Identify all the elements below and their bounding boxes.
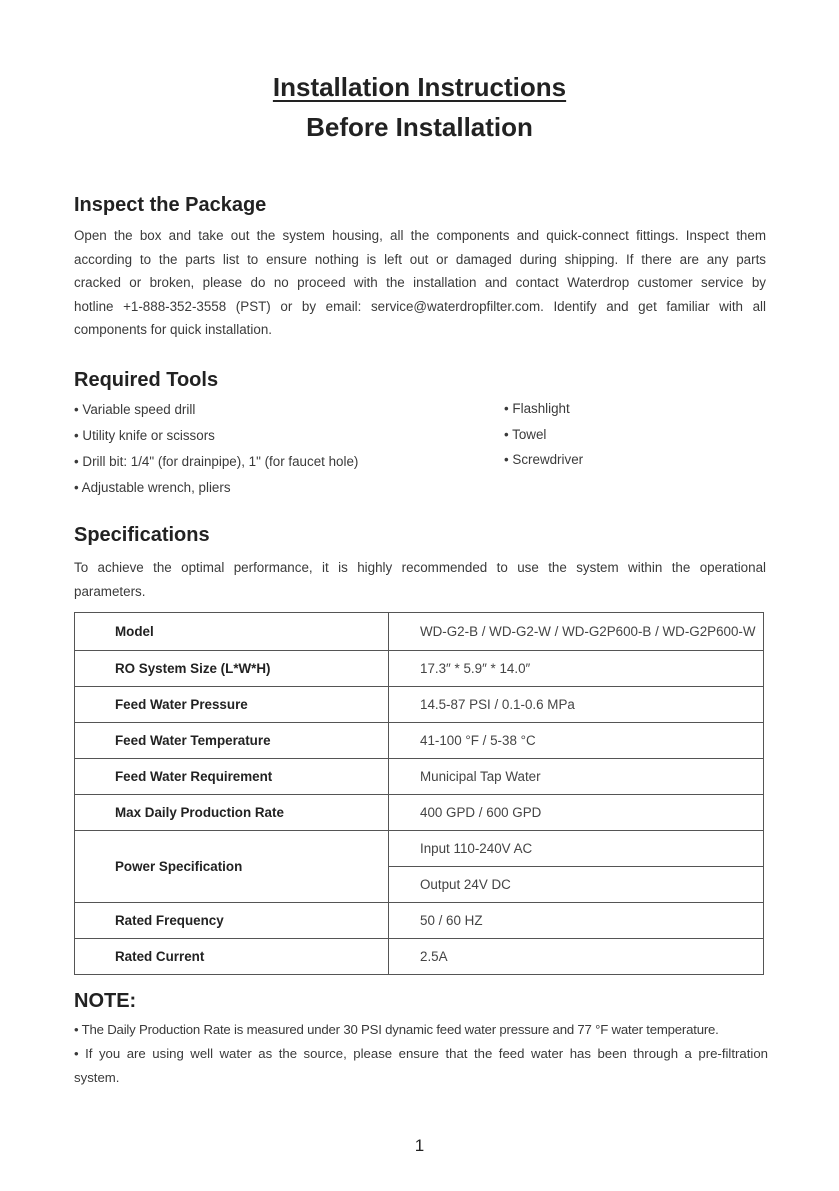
- spec-label: Max Daily Production Rate: [75, 795, 389, 831]
- note-heading: NOTE:: [74, 990, 137, 1012]
- spec-value: WD-G2-B / WD-G2-W / WD-G2P600-B / WD-G2P600-W: [389, 613, 764, 651]
- spec-label: Feed Water Pressure: [75, 687, 389, 723]
- tool-item: • Flashlight: [504, 401, 570, 416]
- tools-heading: Required Tools: [74, 369, 219, 391]
- spec-label: Rated Current: [75, 939, 389, 975]
- tool-item: • Drill bit: 1/4" (for drainpipe), 1" (for faucet hole): [74, 454, 359, 469]
- table-row: [75, 831, 764, 867]
- specs-line: parameters.: [74, 583, 146, 599]
- spec-label: RO System Size (L*W*H): [75, 651, 389, 687]
- spec-label: Rated Frequency: [75, 903, 389, 939]
- spec-value: Output 24V DC: [389, 867, 764, 903]
- table-row: [75, 795, 764, 831]
- spec-label: Feed Water Requirement: [75, 759, 389, 795]
- note-line: • If you are using well water as the source, please ensure that the feed water has been through a pre-filtration: [74, 1046, 768, 1061]
- spec-label: Model: [75, 613, 389, 651]
- page-subtitle: Before Installation: [306, 112, 533, 142]
- inspect-line: cracked or broken, please do no proceed with the installation and contact Waterdrop customer service by: [74, 275, 766, 291]
- inspect-line: hotline +1-888-352-3558 (PST) or by email: service@waterdropfilter.com. Identify and get familiar with all: [74, 298, 766, 314]
- tool-item: • Adjustable wrench, pliers: [74, 480, 231, 495]
- specs-line: To achieve the optimal performance, it is highly recommended to use the system within the operational: [74, 560, 766, 575]
- specs-heading: Specifications: [74, 524, 210, 546]
- spec-value: 2.5A: [389, 939, 764, 975]
- spec-table: [74, 612, 764, 975]
- inspect-line: according to the parts list to ensure nothing is left out or damaged during shipping. If there are any parts: [74, 251, 766, 267]
- inspect-line: Open the box and take out the system housing, all the components and quick-connect fittings. Inspect them: [74, 228, 766, 243]
- spec-value: 50 / 60 HZ: [389, 903, 764, 939]
- tool-item: • Utility knife or scissors: [74, 428, 215, 443]
- spec-value: 17.3″ * 5.9″ * 14.0″: [389, 651, 764, 687]
- spec-value: Municipal Tap Water: [389, 759, 764, 795]
- table-row: [75, 687, 764, 723]
- spec-value: 41-100 °F / 5-38 °C: [389, 723, 764, 759]
- spec-label: Power Specification: [75, 831, 389, 903]
- inspect-line: components for quick installation.: [74, 322, 272, 338]
- note-line: system.: [74, 1070, 120, 1085]
- inspect-paragraph: [74, 224, 766, 342]
- tool-item: • Towel: [504, 427, 547, 442]
- page-number: 1: [414, 1136, 425, 1155]
- specs-paragraph: [74, 556, 766, 603]
- table-row: [75, 759, 764, 795]
- tool-item: • Variable speed drill: [74, 402, 196, 417]
- note-body: [74, 1018, 768, 1090]
- table-row: [75, 613, 764, 651]
- spec-value: 14.5-87 PSI / 0.1-0.6 MPa: [389, 687, 764, 723]
- table-row: [75, 651, 764, 687]
- table-row: [75, 903, 764, 939]
- spec-label: Feed Water Temperature: [75, 723, 389, 759]
- note-line: • The Daily Production Rate is measured under 30 PSI dynamic feed water pressure and 77 °F water temperature.: [74, 1022, 719, 1037]
- spec-value: 400 GPD / 600 GPD: [389, 795, 764, 831]
- page-title: Installation Instructions: [272, 72, 567, 102]
- table-row: [75, 939, 764, 975]
- tool-item: • Screwdriver: [504, 452, 584, 467]
- spec-value: Input 110-240V AC: [389, 831, 764, 867]
- table-row: [75, 723, 764, 759]
- inspect-heading: Inspect the Package: [74, 194, 267, 216]
